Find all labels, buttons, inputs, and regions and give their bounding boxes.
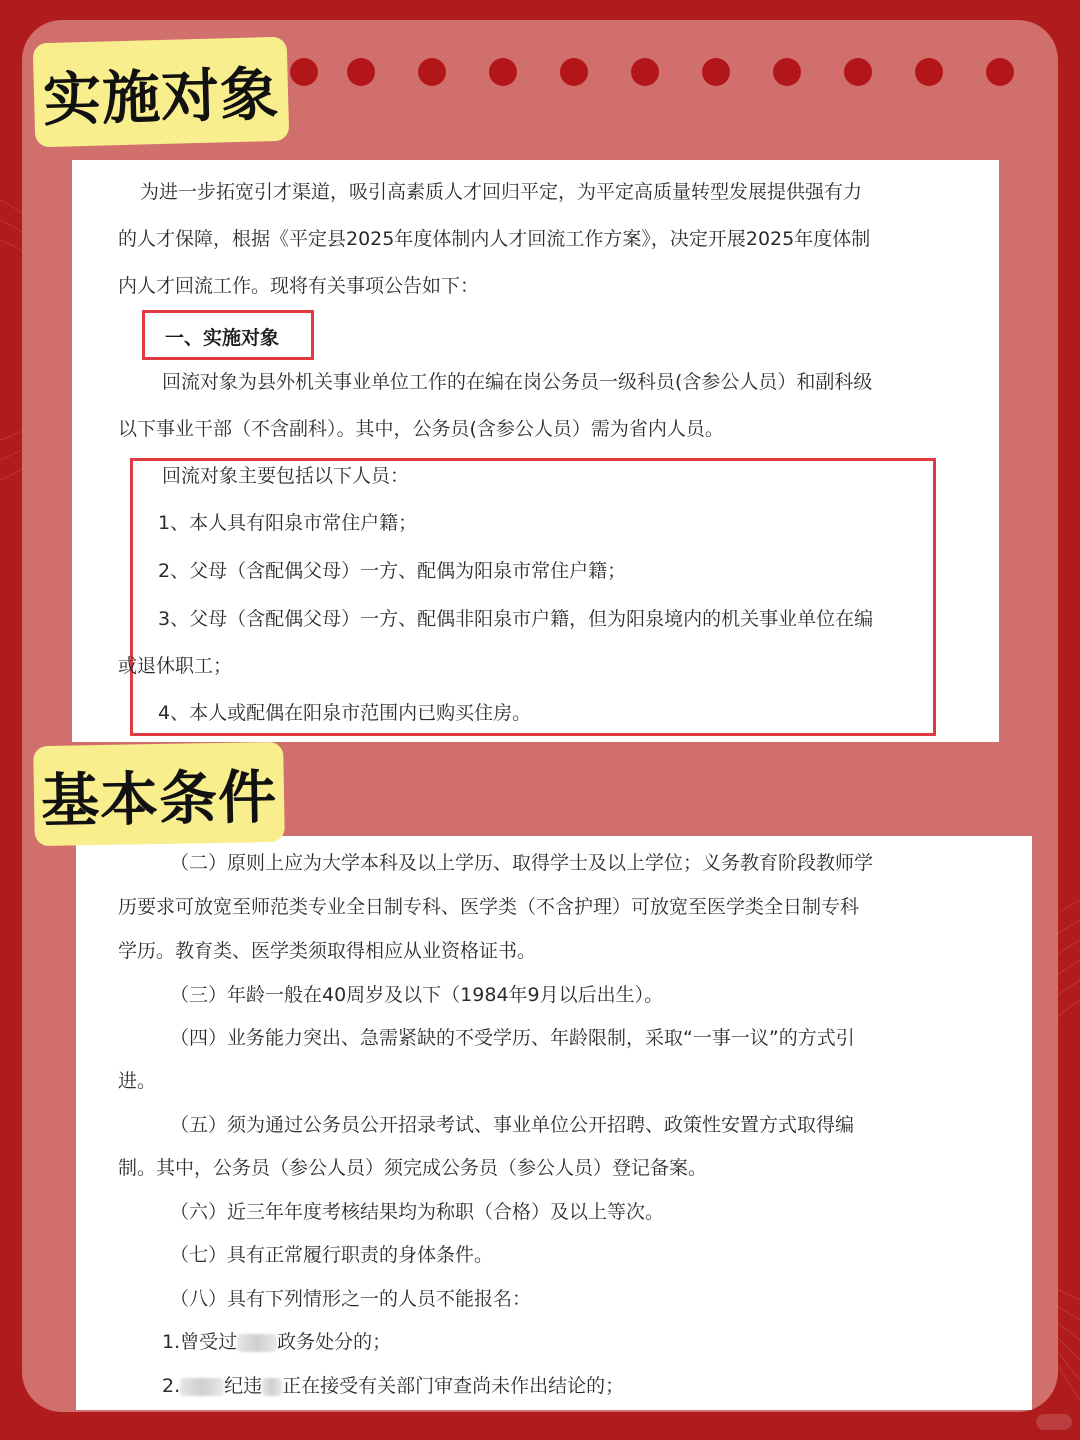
target-para-line-2: 以下事业干部（不含副科）。其中，公务员(含参公人员）需为省内人员。 — [118, 418, 724, 440]
redacted-text — [237, 1334, 277, 1352]
intro-line-3: 内人才回流工作。现将有关事项公告如下： — [118, 275, 480, 297]
list-item-3: 3、父母（含配偶父母）一方、配偶非阳泉市户籍，但为阳泉境内的机关事业单位在编 — [158, 608, 874, 630]
condition-line: （三）年龄一般在40周岁及以下（1984年9月以后出生）。 — [170, 984, 664, 1006]
list-item-2: 2、父母（含配偶父母）一方、配偶为阳泉市常住户籍； — [158, 560, 627, 582]
list-item-4: 4、本人或配偶在阳泉市范围内已购买住房。 — [158, 702, 532, 724]
exclusion-item-2 — [162, 1374, 624, 1398]
condition-line: （四）业务能力突出、急需紧缺的不受学历、年龄限制，采取“一事一议”的方式引 — [170, 1027, 855, 1049]
binder-dot — [773, 58, 801, 86]
heading-basic-conditions: 基本条件 — [33, 742, 285, 846]
binder-dot — [418, 58, 446, 86]
binder-dot — [290, 58, 318, 86]
condition-line: 制。其中，公务员（参公人员）须完成公务员（参公人员）登记备案。 — [118, 1157, 708, 1179]
exclusion-item-1-prefix: 1.曾受过 — [162, 1331, 238, 1353]
redacted-text — [262, 1378, 282, 1396]
binder-dot — [560, 58, 588, 86]
list-item-1: 1、本人具有阳泉市常住户籍； — [158, 512, 418, 534]
heading-implementation-target: 实施对象 — [33, 37, 290, 148]
section-title-highlight: 一、实施对象 — [142, 310, 314, 360]
list-item-3-cont: 或退休职工； — [118, 655, 233, 677]
target-para-line-1: 回流对象为县外机关事业单位工作的在编在岗公务员一级科员(含参公人员）和副科级 — [162, 371, 873, 393]
condition-line: 进。 — [118, 1070, 157, 1092]
watermark-logo — [1036, 1414, 1072, 1430]
condition-line: 历要求可放宽至师范类专业全日制专科、医学类（不含护理）可放宽至医学类全日制专科 — [118, 896, 860, 918]
exclusion-item-2-suffix: 正在接受有关部门审查尚未作出结论的； — [282, 1375, 625, 1397]
condition-line: （五）须为通过公务员公开招录考试、事业单位公开招聘、政策性安置方式取得编 — [170, 1114, 855, 1136]
intro-line-2: 的人才保障，根据《平定县2025年度体制内人才回流工作方案》，决定开展2025年度体制 — [118, 228, 871, 250]
binder-dot — [347, 58, 375, 86]
binder-dot — [631, 58, 659, 86]
condition-line: （六）近三年年度考核结果均为称职（合格）及以上等次。 — [170, 1201, 665, 1223]
binder-dot — [844, 58, 872, 86]
condition-line: 学历。教育类、医学类须取得相应从业资格证书。 — [118, 940, 537, 962]
binder-dot — [702, 58, 730, 86]
exclusion-item-2-mid: 纪违 — [224, 1375, 263, 1397]
binder-dot — [915, 58, 943, 86]
binder-dot — [986, 58, 1014, 86]
exclusion-item-1-suffix: 政务处分的； — [277, 1331, 392, 1353]
condition-line: （二）原则上应为大学本科及以上学历、取得学士及以上学位；义务教育阶段教师学 — [170, 852, 874, 874]
exclusion-item-1 — [162, 1330, 391, 1354]
list-highlight-box — [130, 458, 936, 736]
binder-dot — [489, 58, 517, 86]
exclusion-item-2-prefix: 2. — [162, 1375, 181, 1397]
condition-line: （八）具有下列情形之一的人员不能报名： — [170, 1288, 532, 1310]
list-intro: 回流对象主要包括以下人员： — [162, 465, 410, 487]
condition-line: （七）具有正常履行职责的身体条件。 — [170, 1244, 494, 1266]
intro-line-1: 为进一步拓宽引才渠道，吸引高素质人才回归平定，为平定高质量转型发展提供强有力 — [140, 181, 863, 203]
redacted-text — [180, 1378, 224, 1396]
